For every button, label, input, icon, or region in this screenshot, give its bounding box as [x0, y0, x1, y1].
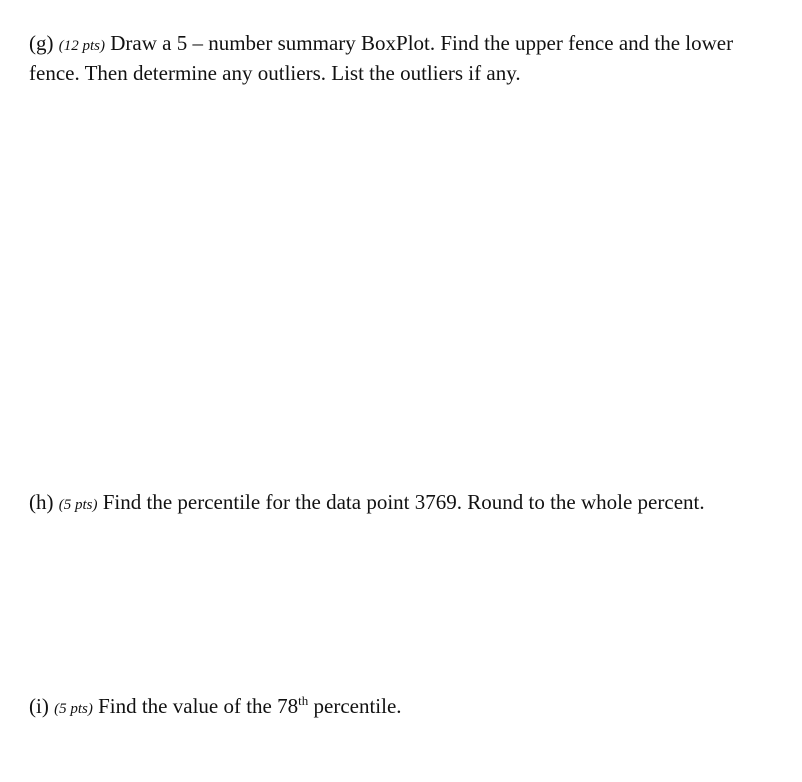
answer-space-h [29, 525, 769, 685]
question-g-text: Draw a 5 – number summary BoxPlot. Find the upper fence and the lower fence. Then determine any outliers. List the outliers if any. [29, 31, 734, 85]
question-i-text: Find the value of the 78 [98, 694, 299, 718]
question-h-points: (5 pts) [58, 497, 98, 513]
question-i [29, 693, 789, 723]
question-g-label: (g) [29, 31, 54, 55]
question-g-points: (12 pts) [58, 38, 105, 54]
question-i-points: (5 pts) [54, 701, 93, 717]
question-i-text-after: percentile. [313, 694, 402, 718]
answer-space-g [29, 90, 769, 480]
question-h-text: Find the percentile for the data point 3769. Round to the whole percent. [102, 490, 705, 514]
question-i-label: (i) [29, 694, 49, 718]
question-g [29, 30, 789, 87]
question-h-label: (h) [29, 490, 54, 514]
question-h [29, 489, 789, 519]
question-i-superscript: th [298, 693, 309, 708]
